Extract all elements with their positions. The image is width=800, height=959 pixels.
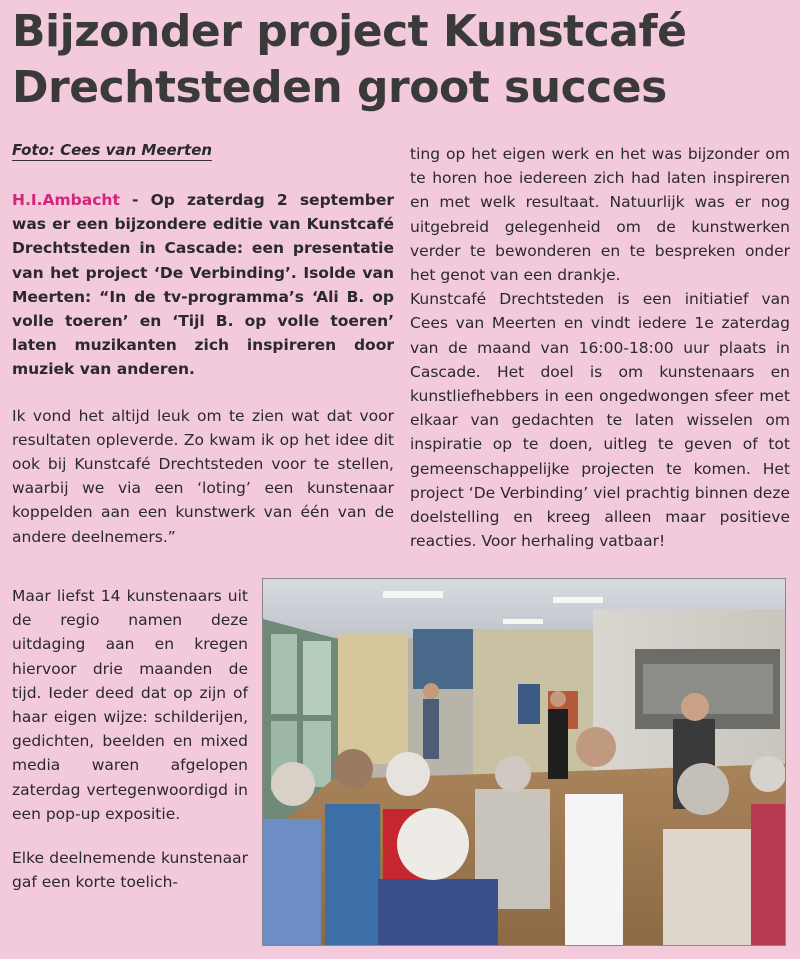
dateline-dash: - bbox=[119, 191, 151, 209]
paragraph-right-2: Kunstcafé Drechtsteden is een initiatief van Cees van Meerten en vindt iedere 1e zaterdag van de maand van 16:00-18:00 uur plaats in Cascade. Het doel is om kunstenaars en kunstliefhebbers in een ongedwongen sfeer met elkaar van gedachten te laten wisselen om inspiratie op te doen, uitleg te geven of tot gemeenschappelijke projecten te komen. Het project ‘De Verbinding’ viel prachtig binnen deze doelstelling en kreeg alleen maar positieve reacties. Voor herhaling vatbaar! bbox=[410, 290, 790, 551]
event-photo-illustration bbox=[263, 579, 785, 945]
headline-line-2: Drechtsteden groot succes bbox=[12, 62, 667, 113]
paragraph-4: Elke deelnemende kunstenaar gaf een korte toelich- bbox=[12, 849, 248, 892]
paragraph-2: Ik vond het altijd leuk om te zien wat dat voor resultaten opleverde. Zo kwam ik op het idee dit ook bij Kunstcafé Drechtsteden voor te stellen, waarbij we via een ‘loting’ een kunstenaar koppelden aan een kunstwerk van één van de andere deelnemers.” bbox=[12, 406, 394, 546]
dateline-place: H.I.Ambacht bbox=[12, 191, 120, 209]
paragraph-right-1: ting op het eigen werk en het was bijzonder om te horen hoe iedereen zich had laten inspireren en met welk resultaat. Natuurlijk was er nog uitgebreid gelegenheid om de kunstwerken verder te bewonderen en te bespreken onder het genot van een drankje. bbox=[410, 145, 790, 285]
bottom-left-column bbox=[12, 584, 248, 894]
left-column bbox=[12, 188, 394, 549]
photo-credit: Foto: Cees van Meerten bbox=[12, 141, 213, 159]
headline-line-1: Bijzonder project Kunstcafé bbox=[12, 6, 687, 57]
event-photo bbox=[262, 578, 786, 946]
headline bbox=[12, 4, 792, 116]
right-column bbox=[410, 142, 790, 553]
paragraph-3: Maar liefst 14 kunstenaars uit de regio namen deze uitdaging aan en kregen hiervoor drie maanden de tijd. Ieder deed dat op zijn of haar eigen wijze: schilderijen, gedichten, beelden en mixed media waren afgelopen zaterdag vertegenwoordigd in een pop-up expositie. bbox=[12, 587, 248, 823]
lead-text: Op zaterdag 2 september was er een bijzondere editie van Kunstcafé Drechtsteden in Cascade: een presentatie van het project ‘De Verbinding’. Isolde van Meerten: “In de tv-programma’s ‘Ali B. op volle toeren’ en ‘Tijl B. op volle toeren’ laten muzikanten zich inspireren door muziek van anderen. bbox=[12, 191, 394, 379]
lead-paragraph bbox=[12, 188, 394, 382]
